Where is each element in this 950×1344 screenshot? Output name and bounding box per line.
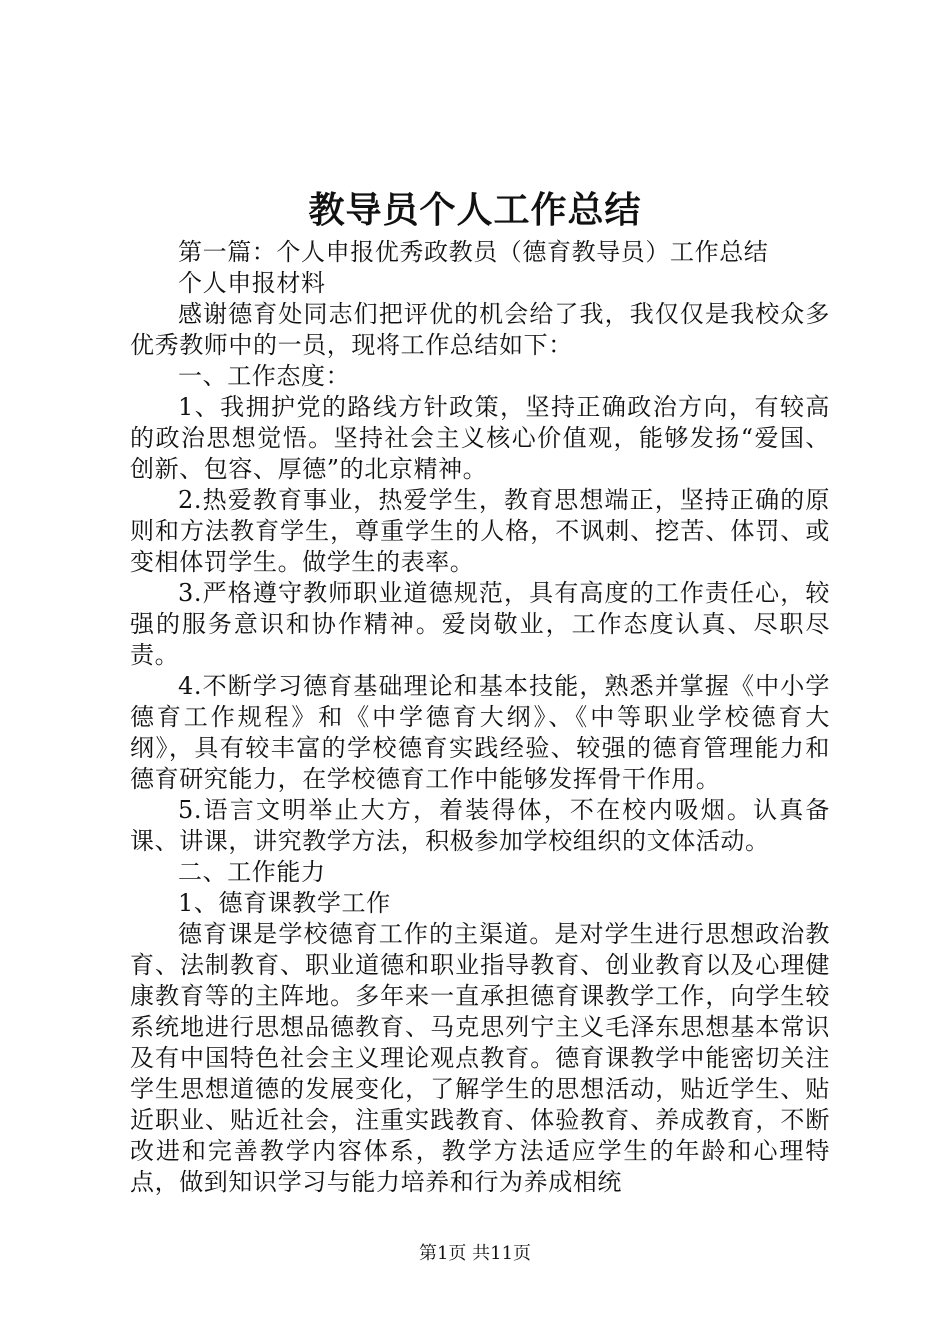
section-heading: 二、工作能力 [178, 858, 326, 886]
paragraph: 1、我拥护党的路线方针政策，坚持正确政治方向，有较高的政治思想觉悟。坚持社会主义核心价值观，能够发扬“爱国、创新、包容、厚德”的北京精神。 [130, 393, 830, 483]
section-heading: 一、工作态度： [178, 362, 351, 390]
paragraph: 第一篇：个人申报优秀政教员（德育教导员）工作总结 [178, 238, 769, 266]
document-title: 教导员个人工作总结 [308, 189, 642, 231]
paragraph: 感谢德育处同志们把评优的机会给了我，我仅仅是我校众多优秀教师中的一员，现将工作总结如下： [130, 300, 830, 359]
paragraph: 2.热爱教育事业，热爱学生，教育思想端正，坚持正确的原则和方法教育学生，尊重学生的人格，不讽刺、挖苦、体罚、或变相体罚学生。做学生的表率。 [130, 486, 830, 576]
paragraph: 个人申报材料 [178, 269, 326, 297]
paragraph: 3.严格遵守教师职业道德规范，具有高度的工作责任心，较强的服务意识和协作精神。爱岗敬业，工作态度认真、尽职尽责。 [130, 579, 830, 669]
paragraph: 德育课是学校德育工作的主渠道。是对学生进行思想政治教育、法制教育、职业道德和职业指导教育、创业教育以及心理健康教育等的主阵地。多年来一直承担德育课教学工作，向学生较系统地进行思想品德教育、马克思列宁主义毛泽东思想基本常识及有中国特色社会主义理论观点教育。德育课教学中能密切关注学生思想道德的发展变化，了解学生的思想活动，贴近学生、贴近职业、贴近社会，注重实践教育、体验教育、养成教育，不断改进和完善教学内容体系，教学方法适应学生的年龄和心理特点，做到知识学习与能力培养和行为养成相统 [130, 920, 830, 1196]
paragraph: 5.语言文明举止大方，着装得体，不在校内吸烟。认真备课、讲课，讲究教学方法，积极参加学校组织的文体活动。 [130, 796, 830, 855]
paragraph: 4.不断学习德育基础理论和基本技能，熟悉并掌握《中小学德育工作规程》和《中学德育大纲》、《中等职业学校德育大纲》，具有较丰富的学校德育实践经验、较强的德育管理能力和德育研究能力，在学校德育工作中能够发挥骨干作用。 [130, 672, 830, 793]
page-number: 第1页 共11页 [418, 1243, 532, 1264]
document-body [130, 237, 830, 1198]
subsection-heading: 1、德育课教学工作 [178, 889, 391, 917]
